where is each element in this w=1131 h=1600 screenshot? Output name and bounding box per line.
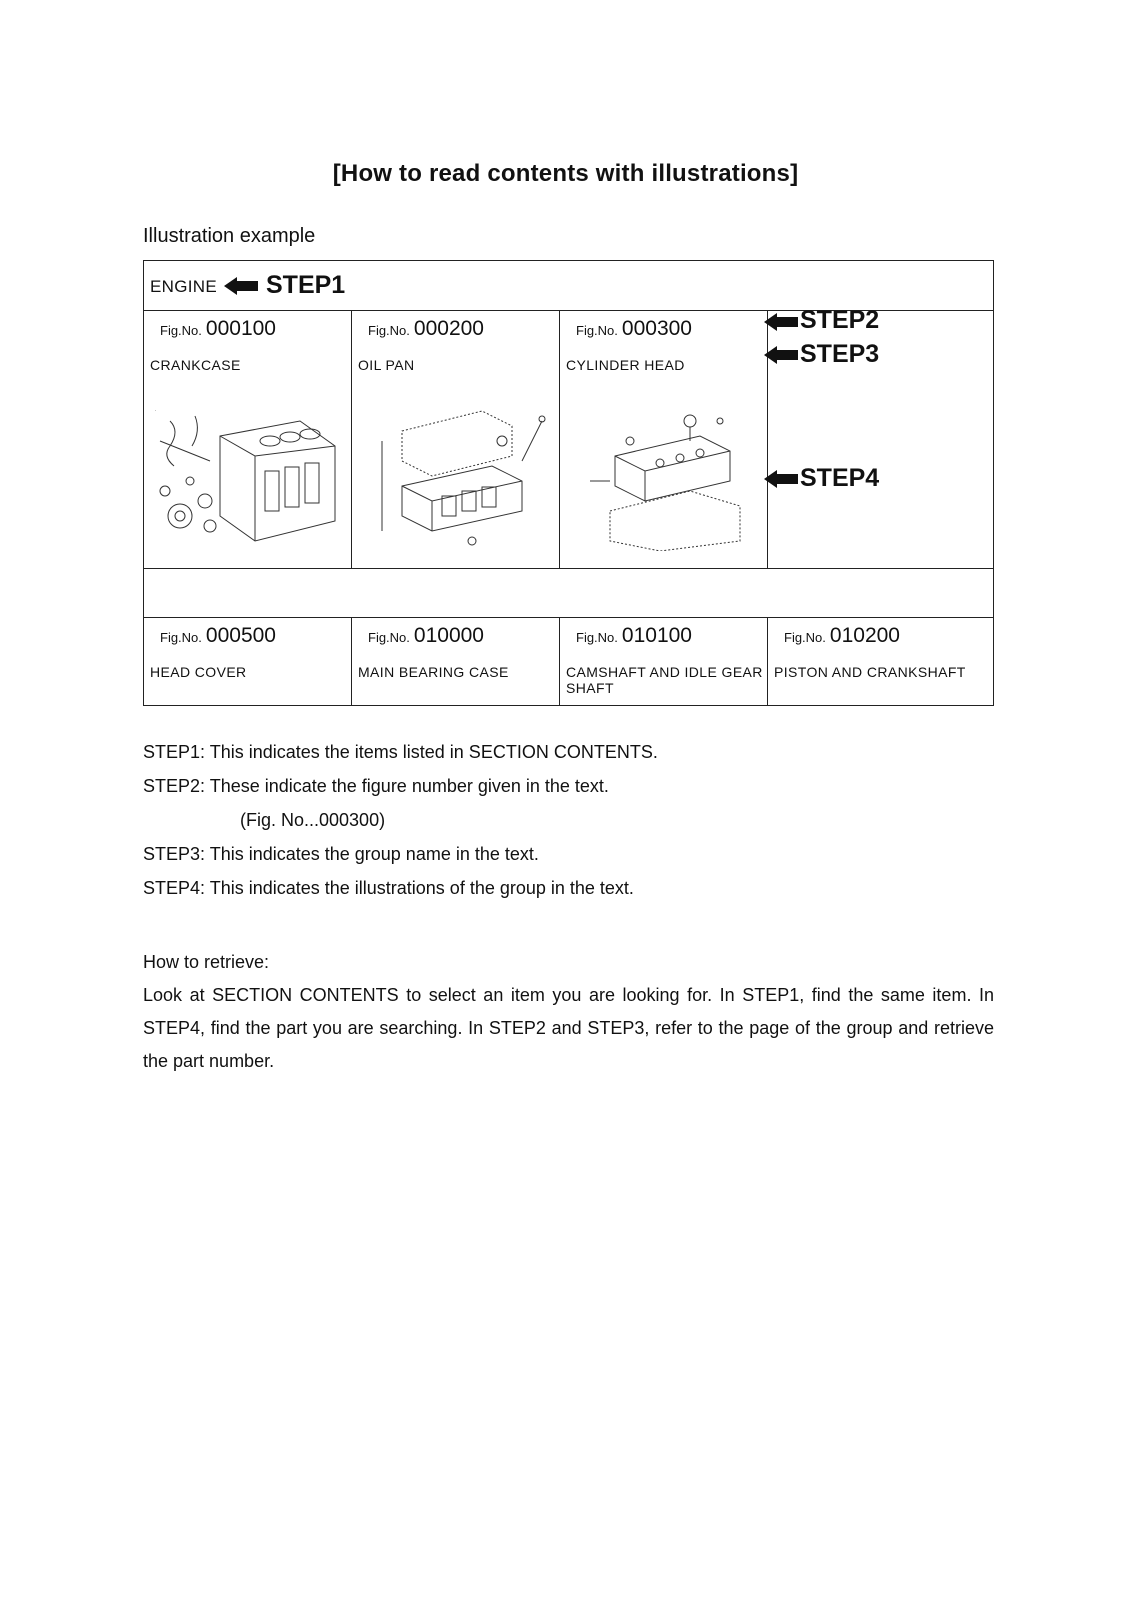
group-name: PISTON AND CRANKSHAFT — [774, 664, 966, 680]
fig-cell-000300 — [560, 311, 768, 568]
blank-band — [144, 568, 993, 618]
fig-cell-000100 — [144, 311, 352, 568]
fig-number-prefix: Fig.No. — [368, 323, 410, 338]
group-name: HEAD COVER — [150, 664, 247, 680]
page-title: [How to read contents with illustrations] — [332, 160, 799, 187]
fig-number — [576, 624, 692, 648]
how-to-retrieve-heading: How to retrieve: — [143, 952, 270, 972]
fig-number-prefix: Fig.No. — [160, 323, 202, 338]
fig-number-value: 000100 — [205, 317, 276, 340]
fig-number — [576, 317, 692, 341]
group-name-line-2: SHAFT — [566, 680, 614, 696]
fig-number — [160, 624, 276, 648]
fig-cell-010000 — [352, 618, 560, 705]
fig-number-value: 010200 — [829, 624, 900, 647]
fig-number-value: 000200 — [413, 317, 484, 340]
how-to-retrieve-section — [143, 946, 994, 1078]
group-name-line-1: CAMSHAFT AND IDLE GEAR — [566, 664, 763, 680]
step4-explanation: STEP4: This indicates the illustrations of the group in the text. — [143, 878, 634, 898]
step2-arrow-icon — [764, 312, 798, 332]
fig-number-value: 000500 — [205, 624, 276, 647]
fig-cell-010100 — [560, 618, 768, 705]
svg-text:.: . — [155, 407, 157, 413]
step1-arrow-icon — [224, 276, 258, 296]
fig-number — [368, 317, 484, 341]
engine-label: ENGINE — [150, 277, 217, 296]
crankcase-illustration — [150, 401, 346, 551]
step3-explanation: STEP3: This indicates the group name in the text. — [143, 844, 539, 864]
fig-number — [160, 317, 276, 341]
oil-pan-illustration — [362, 401, 552, 551]
group-name: MAIN BEARING CASE — [358, 664, 509, 680]
step1-explanation: STEP1: This indicates the items listed in SECTION CONTENTS. — [143, 742, 658, 762]
step1-label: STEP1 — [266, 271, 346, 299]
fig-cell-010200 — [768, 618, 993, 705]
illustration-example-frame — [143, 260, 994, 706]
group-name: CYLINDER HEAD — [566, 357, 685, 373]
fig-number — [784, 624, 900, 648]
fig-number-value: 010000 — [413, 624, 484, 647]
fig-number-prefix: Fig.No. — [160, 630, 202, 645]
step2-explanation: STEP2: These indicate the figure number given in the text. — [143, 776, 609, 796]
step-explanations — [143, 740, 658, 910]
fig-number-value: 000300 — [621, 317, 692, 340]
fig-number-value: 010100 — [621, 624, 692, 647]
illustration-example-label: Illustration example — [143, 225, 316, 247]
fig-cell-000200 — [352, 311, 560, 568]
engine-row — [144, 261, 993, 311]
fig-number-prefix: Fig.No. — [368, 630, 410, 645]
fig-number-prefix: Fig.No. — [784, 630, 826, 645]
how-to-retrieve-body: Look at SECTION CONTENTS to select an item you are looking for. In STEP1, find the same item. In STEP4, find the part you are searching. In STEP2 and STEP3, refer to the page of the group and retrieve the part number. — [143, 985, 994, 1071]
step3-label: STEP3 — [800, 340, 880, 368]
fig-number — [368, 624, 484, 648]
fig-number-prefix: Fig.No. — [576, 323, 618, 338]
fig-cell-000500 — [144, 618, 352, 705]
step2-note: (Fig. No...000300) — [240, 810, 386, 830]
cylinder-head-illustration — [570, 401, 760, 551]
step4-label: STEP4 — [800, 464, 880, 492]
step4-arrow-icon — [764, 469, 798, 489]
fig-number-prefix: Fig.No. — [576, 630, 618, 645]
step3-arrow-icon — [764, 345, 798, 365]
step2-label: STEP2 — [800, 306, 880, 334]
group-name: OIL PAN — [358, 357, 415, 373]
group-name: CRANKCASE — [150, 357, 241, 373]
